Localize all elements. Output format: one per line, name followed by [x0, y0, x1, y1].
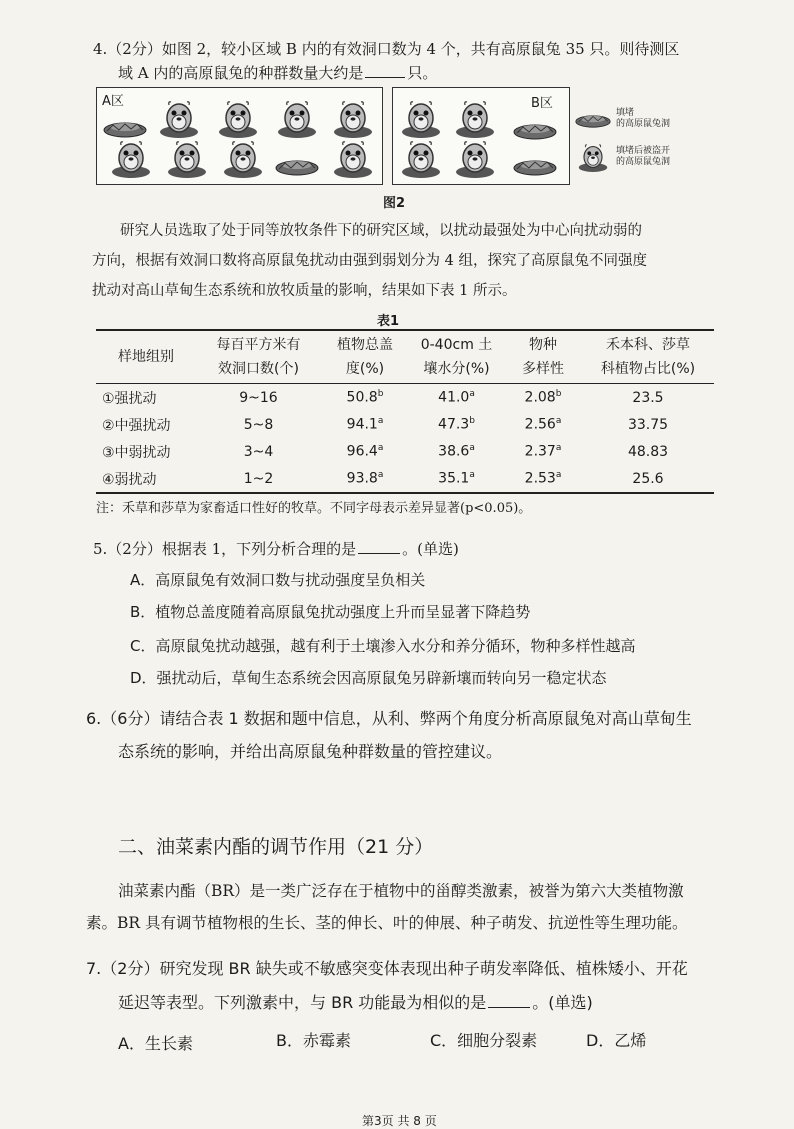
legend-sealed-hole-icon — [575, 110, 611, 128]
cell-water: 38.6$^a$ — [438, 443, 475, 460]
reopened-hole-mole-icon — [218, 98, 258, 138]
cell-diversity: 2.37$^a$ — [524, 443, 562, 460]
cell-group: ①强扰动 — [102, 390, 157, 407]
answer-blank-q7[interactable] — [488, 1006, 530, 1008]
q4-line2 — [118, 62, 437, 83]
sealed-hole-icon — [103, 116, 147, 138]
table-row — [96, 438, 714, 465]
reopened-hole-mole-icon — [401, 138, 441, 178]
q5-option-d[interactable]: D．强扰动后，草甸生态系统会因高原鼠兔另辟新壤而转向另一稳定状态 — [130, 669, 607, 687]
cell-group: ④弱扰动 — [102, 471, 157, 488]
figure2-region-a — [96, 87, 383, 185]
table1-header-diversity: 物种 多样性 — [522, 337, 564, 377]
cell-water: 41.0$^a$ — [438, 389, 475, 406]
cell-ratio: 23.5 — [632, 389, 664, 406]
cell-holes: 1~2 — [243, 470, 274, 487]
cell-group: ③中弱扰动 — [102, 444, 171, 461]
table1-header-holes: 每百平方米有 效洞口数(个) — [216, 337, 301, 377]
reopened-hole-mole-icon — [223, 138, 263, 178]
reopened-hole-mole-icon — [111, 138, 151, 178]
table-row — [96, 384, 714, 412]
sealed-hole-icon — [513, 154, 557, 176]
section2-para-line1: 油菜素内酯（BR）是一类广泛存在于植物中的甾醇类激素，被誉为第六大类植物激 — [118, 882, 684, 900]
table-row — [96, 411, 714, 438]
cell-cover: 93.8$^a$ — [346, 470, 384, 487]
reopened-hole-mole-icon — [277, 98, 317, 138]
table1-title: 表1 — [377, 314, 400, 329]
reopened-hole-mole-icon — [455, 138, 495, 178]
sealed-hole-icon — [513, 118, 557, 140]
q7-line2 — [118, 990, 593, 1013]
section2-para-line2: 素。BR 具有调节植物根的生长、茎的伸长、叶的伸展、种子萌发、抗逆性等生理功能。 — [86, 914, 688, 932]
reopened-hole-mole-icon — [401, 98, 441, 138]
q5-option-c[interactable]: C．高原鼠兔扰动越强，越有利于土壤渗入水分和养分循环，物种多样性越高 — [130, 637, 636, 655]
legend-sealed-hole-text: 填堵 的高原鼠兔洞 — [616, 108, 671, 129]
q7-option-d[interactable]: D．乙烯 — [586, 1031, 647, 1050]
q4-line1: 4.（2分）如图 2，较小区域 B 内的有效洞口数为 4 个，共有高原鼠兔 35 只。则待测区 — [93, 40, 680, 58]
cell-diversity: 2.53$^a$ — [524, 470, 562, 487]
reopened-hole-mole-icon — [455, 98, 495, 138]
figure2-caption: 图2 — [383, 196, 406, 211]
q7-option-c[interactable]: C．细胞分裂素 — [430, 1031, 538, 1050]
answer-blank-q4[interactable] — [365, 76, 405, 78]
cell-ratio: 33.75 — [627, 416, 669, 433]
figure2-region-b — [392, 87, 570, 185]
reopened-hole-mole-icon — [159, 98, 199, 138]
reopened-hole-mole-icon — [333, 98, 373, 138]
intro-line1: 研究人员选取了处于同等放牧条件下的研究区域，以扰动最强处为中心向扰动弱的 — [120, 223, 642, 239]
reopened-hole-mole-icon — [167, 138, 207, 178]
legend-reopened-hole-icon — [578, 142, 608, 172]
cell-group: ②中强扰动 — [102, 417, 171, 434]
cell-diversity: 2.56$^a$ — [524, 416, 562, 433]
intro-line2: 方向，根据有效洞口数将高原鼠兔扰动由强到弱划分为 4 组，探究了高原鼠兔不同强度 — [92, 253, 647, 269]
cell-cover: 94.1$^a$ — [346, 416, 384, 433]
table1-header-group: 样地组别 — [118, 349, 174, 365]
section2-title: 二、油菜素内酯的调节作用（21 分） — [118, 836, 434, 858]
region-b-label: B区 — [531, 96, 553, 111]
q4-line2-post: 只。 — [407, 64, 438, 82]
cell-cover: 50.8$^b$ — [346, 389, 384, 406]
page-footer: 第3页 共 8 页 — [362, 1114, 437, 1128]
cell-cover: 96.4$^a$ — [346, 443, 384, 460]
cell-ratio: 48.83 — [627, 443, 669, 460]
cell-water: 35.1$^a$ — [438, 470, 475, 487]
table1-header-ratio: 禾本科、莎草 科植物占比(%) — [600, 337, 696, 377]
q7-line2-post: 。(单选) — [532, 993, 593, 1012]
q7-line2-pre: 延迟等表型。下列激素中，与 BR 功能最为相似的是 — [118, 993, 487, 1012]
cell-diversity: 2.08$^b$ — [524, 389, 562, 406]
region-a-label: A区 — [102, 94, 124, 109]
reopened-hole-mole-icon — [333, 138, 373, 178]
cell-holes: 9~16 — [239, 389, 278, 406]
q5-stem-pre: 5.（2分）根据表 1，下列分析合理的是 — [93, 540, 357, 558]
legend-reopened-hole-text: 填堵后被盗开 的高原鼠兔洞 — [616, 146, 671, 167]
answer-blank-q5[interactable] — [358, 552, 400, 554]
intro-line3: 扰动对高山草甸生态系统和放牧质量的影响，结果如下表 1 所示。 — [92, 283, 517, 299]
q4-line2-pre: 域 A 内的高原鼠兔的种群数量大约是 — [118, 64, 364, 82]
table1-header-water: 0-40cm 土 壤水分(%) — [420, 337, 493, 377]
sealed-hole-icon — [275, 154, 319, 176]
cell-holes: 3~4 — [243, 443, 274, 460]
cell-ratio: 25.6 — [632, 470, 664, 487]
cell-water: 47.3$^b$ — [438, 416, 475, 433]
q5-stem — [93, 538, 459, 559]
q7-option-a[interactable]: A．生长素 — [118, 1034, 193, 1053]
q5-option-b[interactable]: B．植物总盖度随着高原鼠兔扰动强度上升而呈显著下降趋势 — [130, 603, 531, 621]
table1-note: 注：禾草和莎草为家畜适口性好的牧草。不同字母表示差异显著(p<0.05)。 — [96, 501, 532, 516]
table1-header-cover: 植物总盖 度(%) — [337, 337, 393, 377]
q5-option-a[interactable]: A．高原鼠兔有效洞口数与扰动强度呈负相关 — [130, 571, 426, 589]
q7-line1: 7.（2分）研究发现 BR 缺失或不敏感突变体表现出种子萌发率降低、植株矮小、开花 — [86, 959, 688, 978]
q6-line2: 态系统的影响，并给出高原鼠兔种群数量的管控建议。 — [118, 742, 503, 761]
q6-line1: 6.（6分）请结合表 1 数据和题中信息，从利、弊两个角度分析高原鼠兔对高山草甸生 — [86, 709, 692, 728]
q7-option-b[interactable]: B．赤霉素 — [276, 1031, 351, 1050]
table1 — [96, 331, 714, 494]
table-row — [96, 465, 714, 493]
cell-holes: 5~8 — [243, 416, 274, 433]
q5-stem-post: 。(单选) — [402, 540, 459, 558]
